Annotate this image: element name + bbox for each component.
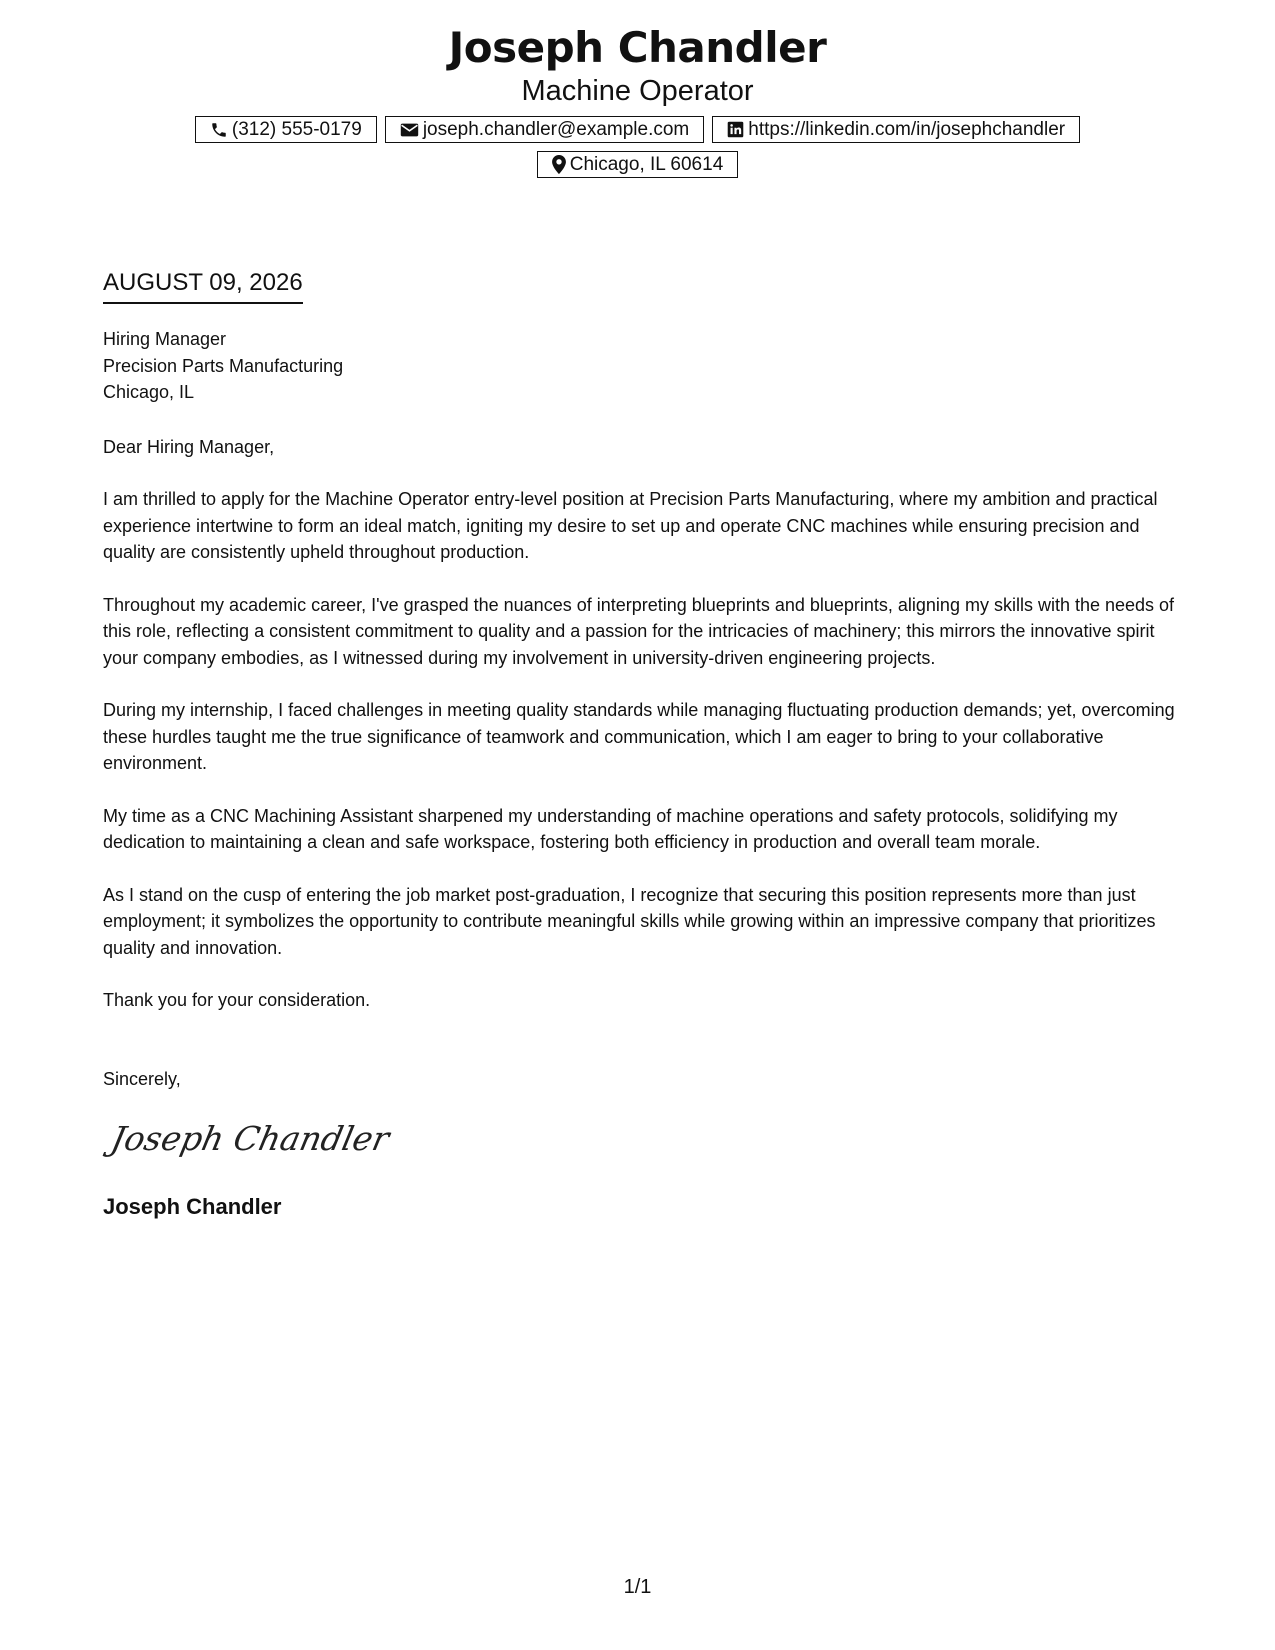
contact-bar [188, 116, 1088, 178]
letter-header [0, 22, 1275, 178]
body-paragraph: I am thrilled to apply for the Machine Operator entry-level position at Precision Parts Manufacturing, where my ambition and practical experience intertwine to form an ideal match, igniting my desire to set up and operate CNC machines while ensuring precision and quality are consistently upheld throughout production. [103, 489, 1158, 562]
recipient-line: Chicago, IL [103, 382, 195, 402]
signature-text: Joseph Chandler [107, 1119, 393, 1158]
body-paragraph: As I stand on the cusp of entering the job market post-graduation, I recognize that securing this position represents more than just employment; it symbolizes the opportunity to contribute meaningful skills while growing within an impressive company that prioritizes quality and innovation. [103, 884, 1156, 958]
letter-date: AUGUST 09, 2026 [103, 266, 303, 304]
salutation: Dear Hiring Manager, [103, 436, 275, 457]
signer-name: Joseph Chandler [103, 1193, 282, 1219]
applicant-name: Joseph Chandler [448, 23, 827, 72]
contact-location[interactable] [537, 151, 739, 178]
job-title: Machine Operator [521, 75, 754, 107]
closing: Sincerely, [103, 1068, 181, 1089]
letter-body [103, 266, 1178, 1222]
linkedin-icon [727, 121, 744, 138]
recipient-line: Hiring Manager [103, 329, 227, 349]
envelope-icon [400, 122, 419, 138]
contact-email[interactable] [385, 116, 704, 143]
contact-location-text: Chicago, IL 60614 [569, 154, 724, 175]
body-paragraph: Throughout my academic career, I've grasped the nuances of interpreting blueprints and blueprints, aligning my skills with the needs of this role, reflecting a consistent commitment to quality and a passion for the intricacies of machinery; this mirrors the innovative spirit your company embodies, as I witnessed during my involvement in university-driven engineering projects. [103, 594, 1175, 668]
thanks-line: Thank you for your consideration. [103, 990, 371, 1010]
contact-phone-text: (312) 555-0179 [231, 119, 362, 140]
recipient-block [103, 326, 1178, 406]
contact-phone[interactable] [195, 116, 377, 143]
contact-linkedin-text: https://linkedin.com/in/josephchandler [748, 119, 1066, 140]
handwritten-signature [107, 1114, 1178, 1174]
page-number: 1/1 [623, 1576, 652, 1598]
recipient-line: Precision Parts Manufacturing [103, 355, 344, 376]
body-paragraph: My time as a CNC Machining Assistant sharpened my understanding of machine operations and safety protocols, solidifying my dedication to maintaining a clean and safe workspace, fostering both efficiency in production and overall team morale. [103, 805, 1118, 852]
contact-linkedin[interactable] [712, 116, 1080, 143]
map-pin-icon [552, 155, 566, 174]
contact-email-text: joseph.chandler@example.com [422, 119, 690, 140]
phone-icon [210, 121, 228, 139]
body-paragraph: During my internship, I faced challenges in meeting quality standards while managing fluctuating production demands; yet, overcoming these hurdles taught me the true significance of teamwork and communication, which I am eager to bring to your collaborative environment. [103, 700, 1175, 773]
